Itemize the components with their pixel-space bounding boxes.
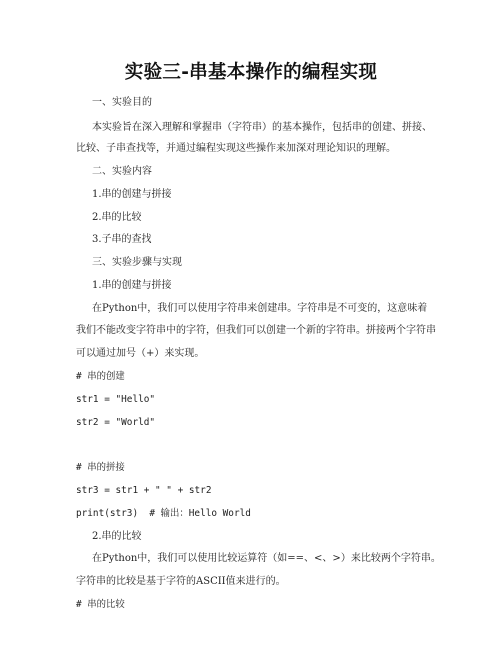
- step1-paragraph-line-3: 可以通过加号（+）来实现。: [76, 348, 205, 359]
- content-item-2: 2.串的比较: [92, 212, 142, 223]
- section-heading-purpose: 一、实验目的: [92, 97, 152, 108]
- step2-heading: 2.串的比较: [92, 531, 142, 542]
- code-line-str1: str1 = "Hello": [76, 394, 156, 405]
- code-line-print: print(str3) # 输出：Hello World: [76, 508, 251, 519]
- purpose-paragraph-line-2: 比较、子串查找等，并通过编程实现这些操作来加深对理论知识的理解。: [76, 143, 396, 154]
- step1-heading: 1.串的创建与拼接: [92, 280, 172, 291]
- content-item-3: 3.子串的查找: [92, 234, 152, 245]
- code-comment-concat: # 串的拼接: [76, 462, 125, 473]
- step1-paragraph-line-1: 在Python中，我们可以使用字符串来创建串。字符串是不可变的，这意味着: [92, 303, 428, 314]
- page-title: 实验三-串基本操作的编程实现: [124, 62, 378, 83]
- section-heading-content: 二、实验内容: [92, 166, 152, 177]
- step2-paragraph-line-1: 在Python中，我们可以使用比较运算符（如==、<、>）来比较两个字符串。: [92, 553, 441, 564]
- step2-paragraph-line-2: 字符串的比较是基于字符的ASCII值来进行的。: [76, 576, 286, 587]
- section-heading-steps: 三、实验步骤与实现: [92, 257, 182, 268]
- code-line-str3: str3 = str1 + " " + str2: [76, 485, 212, 496]
- step1-paragraph-line-2: 我们不能改变字符串中的字符，但我们可以创建一个新的字符串。拼接两个字符串: [76, 325, 436, 336]
- code-comment-compare: # 串的比较: [76, 599, 125, 610]
- content-item-1: 1.串的创建与拼接: [92, 189, 172, 200]
- purpose-paragraph-line-1: 本实验旨在深入理解和掌握串（字符串）的基本操作，包括串的创建、拼接、: [92, 122, 432, 133]
- code-comment-create: # 串的创建: [76, 371, 125, 382]
- code-line-str2: str2 = "World": [76, 417, 156, 428]
